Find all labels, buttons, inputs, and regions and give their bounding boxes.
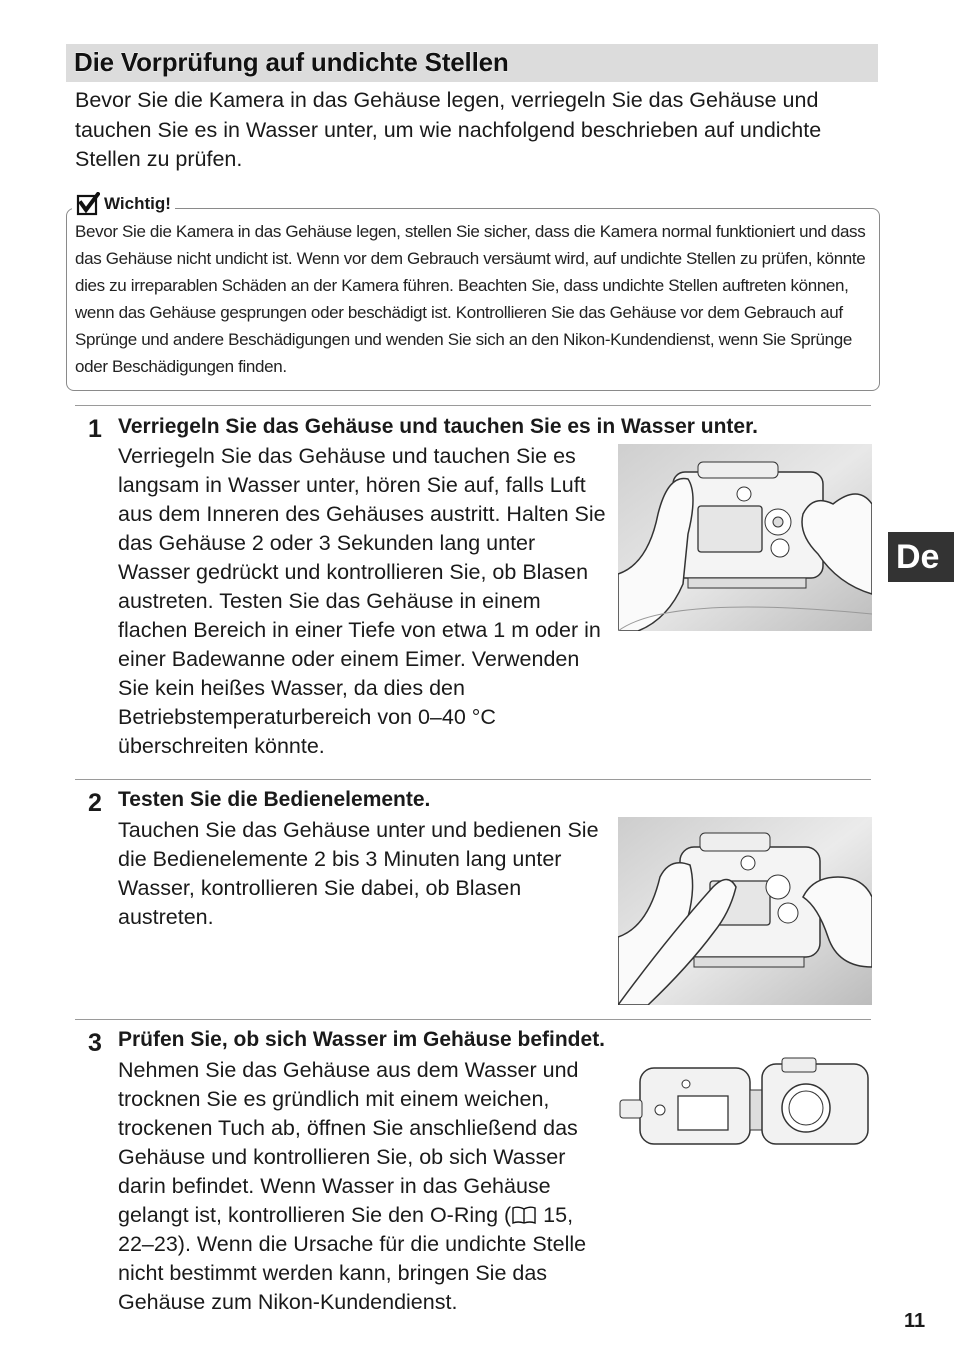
step-divider (75, 405, 871, 406)
step-title: Verriegeln Sie das Gehäuse und tauchen Sie es in Wasser unter. (118, 415, 758, 438)
intro-paragraph: Bevor Sie die Kamera in das Gehäuse legen, verriegeln Sie das Gehäuse und tauchen Sie es in Wasser unter, um wie nachfolgend beschrieben auf undichte Stellen zu prüfen. (75, 88, 822, 171)
step-title: Testen Sie die Bedienelemente. (118, 788, 431, 811)
important-note-label: Wichtig! (104, 194, 171, 213)
check-icon (76, 192, 100, 216)
book-icon (511, 1205, 537, 1225)
controls-test-illustration (618, 817, 872, 1005)
language-tab: De (888, 532, 954, 582)
step-divider (75, 1019, 871, 1020)
step-body: Verriegeln Sie das Gehäuse und tauchen Sie es langsam in Wasser unter, hören Sie auf, falls Luft aus dem Inneren des Gehäuses austritt. Halten Sie das Gehäuse 2 oder 3 Sekunden lang unter Wasser gedrückt und kontrollieren Sie, ob Blasen austreten. Testen Sie das Gehäuse in einem flachen Bereich in einer Tiefe von etwa 1 m oder in einer Badewanne oder einem Eimer. Verwenden Sie kein heißes Wasser, da dies den Betriebstemperaturbereich von 0–40 °C überschreiten könnte. (118, 444, 606, 758)
open-housing-illustration (616, 1054, 872, 1150)
housing-submerged-illustration (618, 444, 872, 631)
important-note-header (72, 192, 175, 216)
step-number: 1 (88, 415, 102, 443)
step-title: Prüfen Sie, ob sich Wasser im Gehäuse befindet. (118, 1028, 606, 1051)
step-body: Tauchen Sie das Gehäuse unter und bedienen Sie die Bedienelemente 2 bis 3 Minuten lang unter Wasser, kontrollieren Sie dabei, ob Blasen austreten. (118, 818, 599, 929)
important-note-text: Bevor Sie die Kamera in das Gehäuse legen, stellen Sie sicher, dass die Kamera normal funktioniert und dass das Gehäuse nicht undicht ist. Wenn vor dem Gebrauch versäumt wird, auf undichte Stellen zu prüfen, könnte dies zu irreparablen Schäden an der Kamera führen. Beachten Sie, dass undichte Stellen auftreten können, wenn das Gehäuse gesprungen oder beschädigt ist. Kontrollieren Sie das Gehäuse vor dem Gebrauch auf Sprünge und andere Beschädigungen und wenden Sie sich an den Nikon-Kundendienst, wenn Sie Sprünge oder Beschädigungen finden. (75, 222, 866, 376)
step-number: 2 (88, 789, 102, 817)
page-number: 11 (904, 1310, 926, 1332)
step-divider (75, 779, 871, 780)
step-body-text: 15, 22–23). Wenn die Ursache für die undichte Stelle nicht bestimmt werden kann, bringen Sie das Gehäuse zum Nikon-Kundendienst. (118, 1203, 587, 1314)
step-number: 3 (88, 1029, 102, 1057)
page-title: Die Vorprüfung auf undichte Stellen (74, 47, 509, 77)
step-body-text: Nehmen Sie das Gehäuse aus dem Wasser und trocknen Sie es gründlich mit einem weichen, trockenen Tuch ab, öffnen Sie anschließend das Gehäuse und kontrollieren Sie, ob sich Wasser darin befindet. Wenn Wasser in das Gehäuse gelangt ist, kontrollieren Sie den O-Ring ( (118, 1058, 579, 1227)
step-body (118, 1056, 606, 1317)
